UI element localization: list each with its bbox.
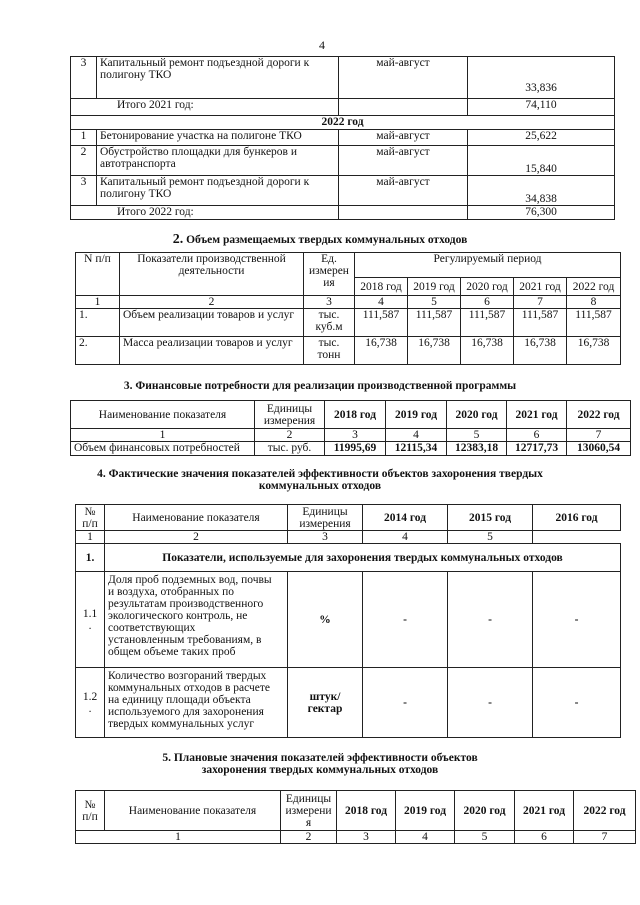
col-header-name: Наименование показателя bbox=[105, 791, 281, 831]
col-header-unit: Ед. измерен ия bbox=[304, 253, 355, 296]
work-period: май-август bbox=[339, 176, 468, 206]
indicator-name: Доля проб подземных вод, почвы и воздуха, отобранных по результатам производственного экологического контроль, не соответствующих установленным требованиям, в общем объеме таких проб bbox=[105, 572, 288, 668]
work-name: Бетонирование участка на полигоне ТКО bbox=[97, 130, 339, 146]
year-header: 2020 год bbox=[461, 278, 514, 296]
works-table bbox=[70, 56, 615, 220]
table-row bbox=[76, 337, 621, 365]
value-cell: 111,587 bbox=[355, 309, 408, 337]
indicator-name: Количество возгораний твердых коммунальных отходов в расчете на единицу площади объекта используемого для захоронения твердых коммунальных услуг bbox=[105, 668, 288, 738]
value-cell: - bbox=[448, 668, 533, 738]
header-row bbox=[76, 505, 621, 531]
year-header: 2020 год bbox=[447, 401, 507, 429]
col-header-name: Наименование показателя bbox=[71, 401, 255, 429]
col-header-name: Показатели производственной деятельности bbox=[120, 253, 304, 296]
value-cell: - bbox=[533, 668, 621, 738]
year-header: 2020 год bbox=[455, 791, 515, 831]
section-2-title bbox=[0, 232, 640, 248]
table-row bbox=[71, 57, 615, 99]
table-row bbox=[76, 309, 621, 337]
row-number: 3 bbox=[71, 176, 97, 206]
work-period: май-август bbox=[339, 146, 468, 176]
financial-needs-table bbox=[70, 400, 631, 456]
table-row bbox=[71, 442, 631, 456]
year-header: 2022 год bbox=[574, 791, 636, 831]
year-header: 2016 год bbox=[533, 505, 621, 531]
value-cell: 111,587 bbox=[567, 309, 621, 337]
table-row bbox=[71, 130, 615, 146]
unit: тыс. куб.м bbox=[304, 309, 355, 337]
year-header: 2022 год bbox=[71, 116, 615, 130]
table-row bbox=[71, 146, 615, 176]
value-cell: 16,738 bbox=[355, 337, 408, 365]
value-cell: 12115,34 bbox=[386, 442, 447, 456]
col-header-n: № п/п bbox=[76, 505, 105, 531]
work-period: май-август bbox=[339, 130, 468, 146]
indicator-name: Объем реализации товаров и услуг bbox=[120, 309, 304, 337]
group-title: Показатели, используемые для захоронения твердых коммунальных отходов bbox=[105, 544, 621, 572]
value-cell: 13060,54 bbox=[567, 442, 631, 456]
section-5-title: 5. Плановые значения показателей эффективности объектов захоронения твердых коммунальных отходов bbox=[162, 752, 478, 776]
work-cost: 25,622 bbox=[468, 130, 615, 146]
header-row bbox=[76, 791, 636, 831]
header-row bbox=[76, 253, 621, 278]
total-label: Итого 2022 год: bbox=[71, 206, 339, 220]
row-number: 3 bbox=[71, 57, 97, 99]
value-cell: 16,738 bbox=[461, 337, 514, 365]
total-value: 74,110 bbox=[468, 99, 615, 116]
value-cell: - bbox=[448, 572, 533, 668]
work-name: Капитальный ремонт подъездной дороги к полигону ТКО bbox=[97, 57, 339, 99]
col-header-n: N п/п bbox=[76, 253, 120, 296]
section-4-title: 4. Фактические значения показателей эффективности объектов захоронения твердых коммунальных отходов bbox=[97, 468, 543, 492]
value-cell: 111,587 bbox=[514, 309, 567, 337]
value-cell: 11995,69 bbox=[325, 442, 386, 456]
header-row bbox=[71, 401, 631, 429]
value-cell: 12383,18 bbox=[447, 442, 507, 456]
col-header-unit: Единицы измерени я bbox=[281, 791, 337, 831]
row-number: 2. bbox=[76, 337, 120, 365]
value-cell: - bbox=[363, 668, 448, 738]
year-header: 2019 год bbox=[386, 401, 447, 429]
column-numbers-row: 1 2 3 4 5 6 7 8 bbox=[76, 296, 621, 309]
total-value: 76,300 bbox=[468, 206, 615, 220]
unit: тыс. руб. bbox=[255, 442, 325, 456]
total-row bbox=[71, 206, 615, 220]
planned-efficiency-table bbox=[75, 790, 636, 844]
row-number: 1.1 . bbox=[76, 572, 105, 668]
total-label: Итого 2021 год: bbox=[71, 99, 339, 116]
value-cell: - bbox=[533, 572, 621, 668]
unit: штук/ гектар bbox=[288, 668, 363, 738]
year-header: 2018 год bbox=[325, 401, 386, 429]
table-row bbox=[76, 668, 621, 738]
row-number: 2 bbox=[71, 146, 97, 176]
row-number: 1.2 . bbox=[76, 668, 105, 738]
unit: тыс. тонн bbox=[304, 337, 355, 365]
year-header: 2021 год bbox=[514, 278, 567, 296]
value-cell: 16,738 bbox=[408, 337, 461, 365]
value-cell: 111,587 bbox=[461, 309, 514, 337]
work-name: Обустройство площадки для бункеров и автотранспорта bbox=[97, 146, 339, 176]
value-cell: 111,587 bbox=[408, 309, 461, 337]
section-2-number: 2. bbox=[172, 232, 184, 247]
work-name: Капитальный ремонт подъездной дороги к полигону ТКО bbox=[97, 176, 339, 206]
col-header-name: Наименование показателя bbox=[105, 505, 288, 531]
work-cost: 34,838 bbox=[468, 176, 615, 206]
col-header-period: Регулируемый период bbox=[355, 253, 621, 278]
year-header: 2022 год bbox=[567, 401, 631, 429]
column-numbers-row: 1 2 3 4 5 bbox=[76, 531, 621, 544]
page-number: 4 bbox=[319, 38, 325, 52]
year-header: 2019 год bbox=[396, 791, 455, 831]
table-row bbox=[71, 176, 615, 206]
column-numbers-row: 1 2 3 4 5 6 7 bbox=[76, 831, 636, 844]
column-numbers-row: 1 2 3 4 5 6 7 bbox=[71, 429, 631, 442]
waste-volume-table bbox=[75, 252, 621, 365]
total-row bbox=[71, 99, 615, 116]
value-cell: 16,738 bbox=[567, 337, 621, 365]
row-number: 1 bbox=[71, 130, 97, 146]
group-row bbox=[76, 544, 621, 572]
actual-efficiency-table bbox=[75, 504, 621, 738]
group-number: 1. bbox=[76, 544, 105, 572]
col-header-unit: Единицы измерения bbox=[255, 401, 325, 429]
year-header: 2018 год bbox=[355, 278, 408, 296]
year-header: 2021 год bbox=[515, 791, 574, 831]
year-header: 2018 год bbox=[337, 791, 396, 831]
col-header-n: № п/п bbox=[76, 791, 105, 831]
section-3-title: 3. Финансовые потребности для реализации производственной программы bbox=[123, 380, 517, 392]
indicator-name: Масса реализации товаров и услуг bbox=[120, 337, 304, 365]
value-cell: 16,738 bbox=[514, 337, 567, 365]
indicator-name: Объем финансовых потребностей bbox=[71, 442, 255, 456]
section-2-title-text: Объем размещаемых твердых коммунальных отходов bbox=[186, 234, 468, 246]
unit: % bbox=[288, 572, 363, 668]
year-header: 2014 год bbox=[363, 505, 448, 531]
year-header: 2022 год bbox=[567, 278, 621, 296]
work-cost: 15,840 bbox=[468, 146, 615, 176]
value-cell: 12717,73 bbox=[507, 442, 567, 456]
year-header: 2019 год bbox=[408, 278, 461, 296]
value-cell: - bbox=[363, 572, 448, 668]
year-header: 2021 год bbox=[507, 401, 567, 429]
work-period: май-август bbox=[339, 57, 468, 99]
year-header-row bbox=[71, 116, 615, 130]
row-number: 1. bbox=[76, 309, 120, 337]
work-cost: 33,836 bbox=[468, 57, 615, 99]
year-header: 2015 год bbox=[448, 505, 533, 531]
table-row bbox=[76, 572, 621, 668]
col-header-unit: Единицы измерения bbox=[288, 505, 363, 531]
